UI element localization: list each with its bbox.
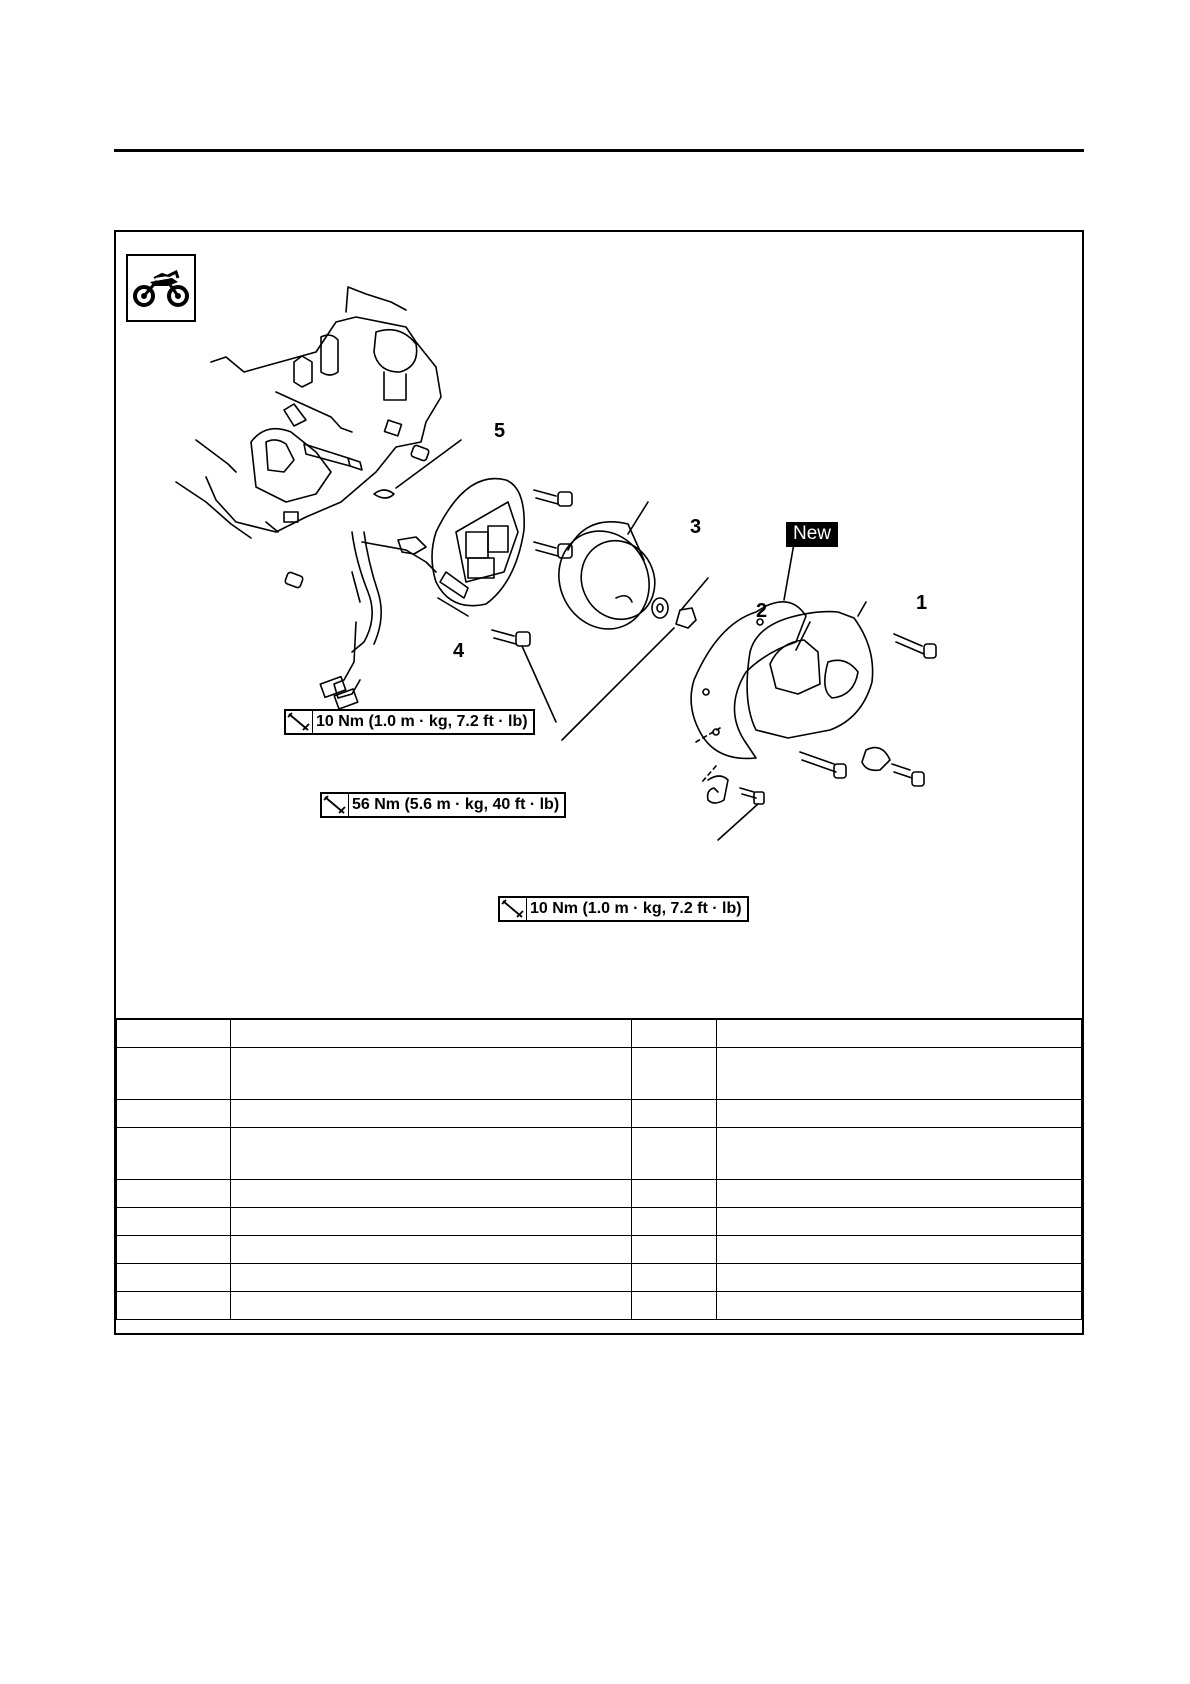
torque-spec-cover-bolt: 10 Nm (1.0 m · kg, 7.2 ft · lb)	[498, 896, 749, 922]
table-row	[117, 1207, 1082, 1235]
torque-wrench-icon	[500, 898, 527, 920]
callout-4: 4	[453, 640, 465, 662]
callout-3: 3	[690, 516, 702, 538]
torque-wrench-icon	[322, 794, 349, 816]
table-row	[117, 1263, 1082, 1291]
torque-spec-stator-bolt: 10 Nm (1.0 m · kg, 7.2 ft · lb)	[284, 709, 535, 735]
table-row	[117, 1127, 1082, 1179]
table-row	[117, 1179, 1082, 1207]
torque-wrench-icon	[286, 711, 313, 733]
table-row	[117, 1291, 1082, 1319]
exploded-view-diagram	[116, 232, 1082, 1012]
callout-5: 5	[494, 420, 506, 442]
parts-table	[116, 1018, 1082, 1320]
table-row	[117, 1019, 1082, 1047]
diagram-frame	[114, 230, 1084, 1335]
torque-spec-rotor-nut: 56 Nm (5.6 m · kg, 40 ft · lb)	[320, 792, 566, 818]
callout-1: 1	[916, 592, 928, 614]
new-gasket-badge: New	[786, 522, 838, 547]
table-row	[117, 1047, 1082, 1099]
callout-2: 2	[756, 600, 768, 622]
table-row	[117, 1099, 1082, 1127]
table-row	[117, 1235, 1082, 1263]
header-rule	[114, 149, 1084, 152]
